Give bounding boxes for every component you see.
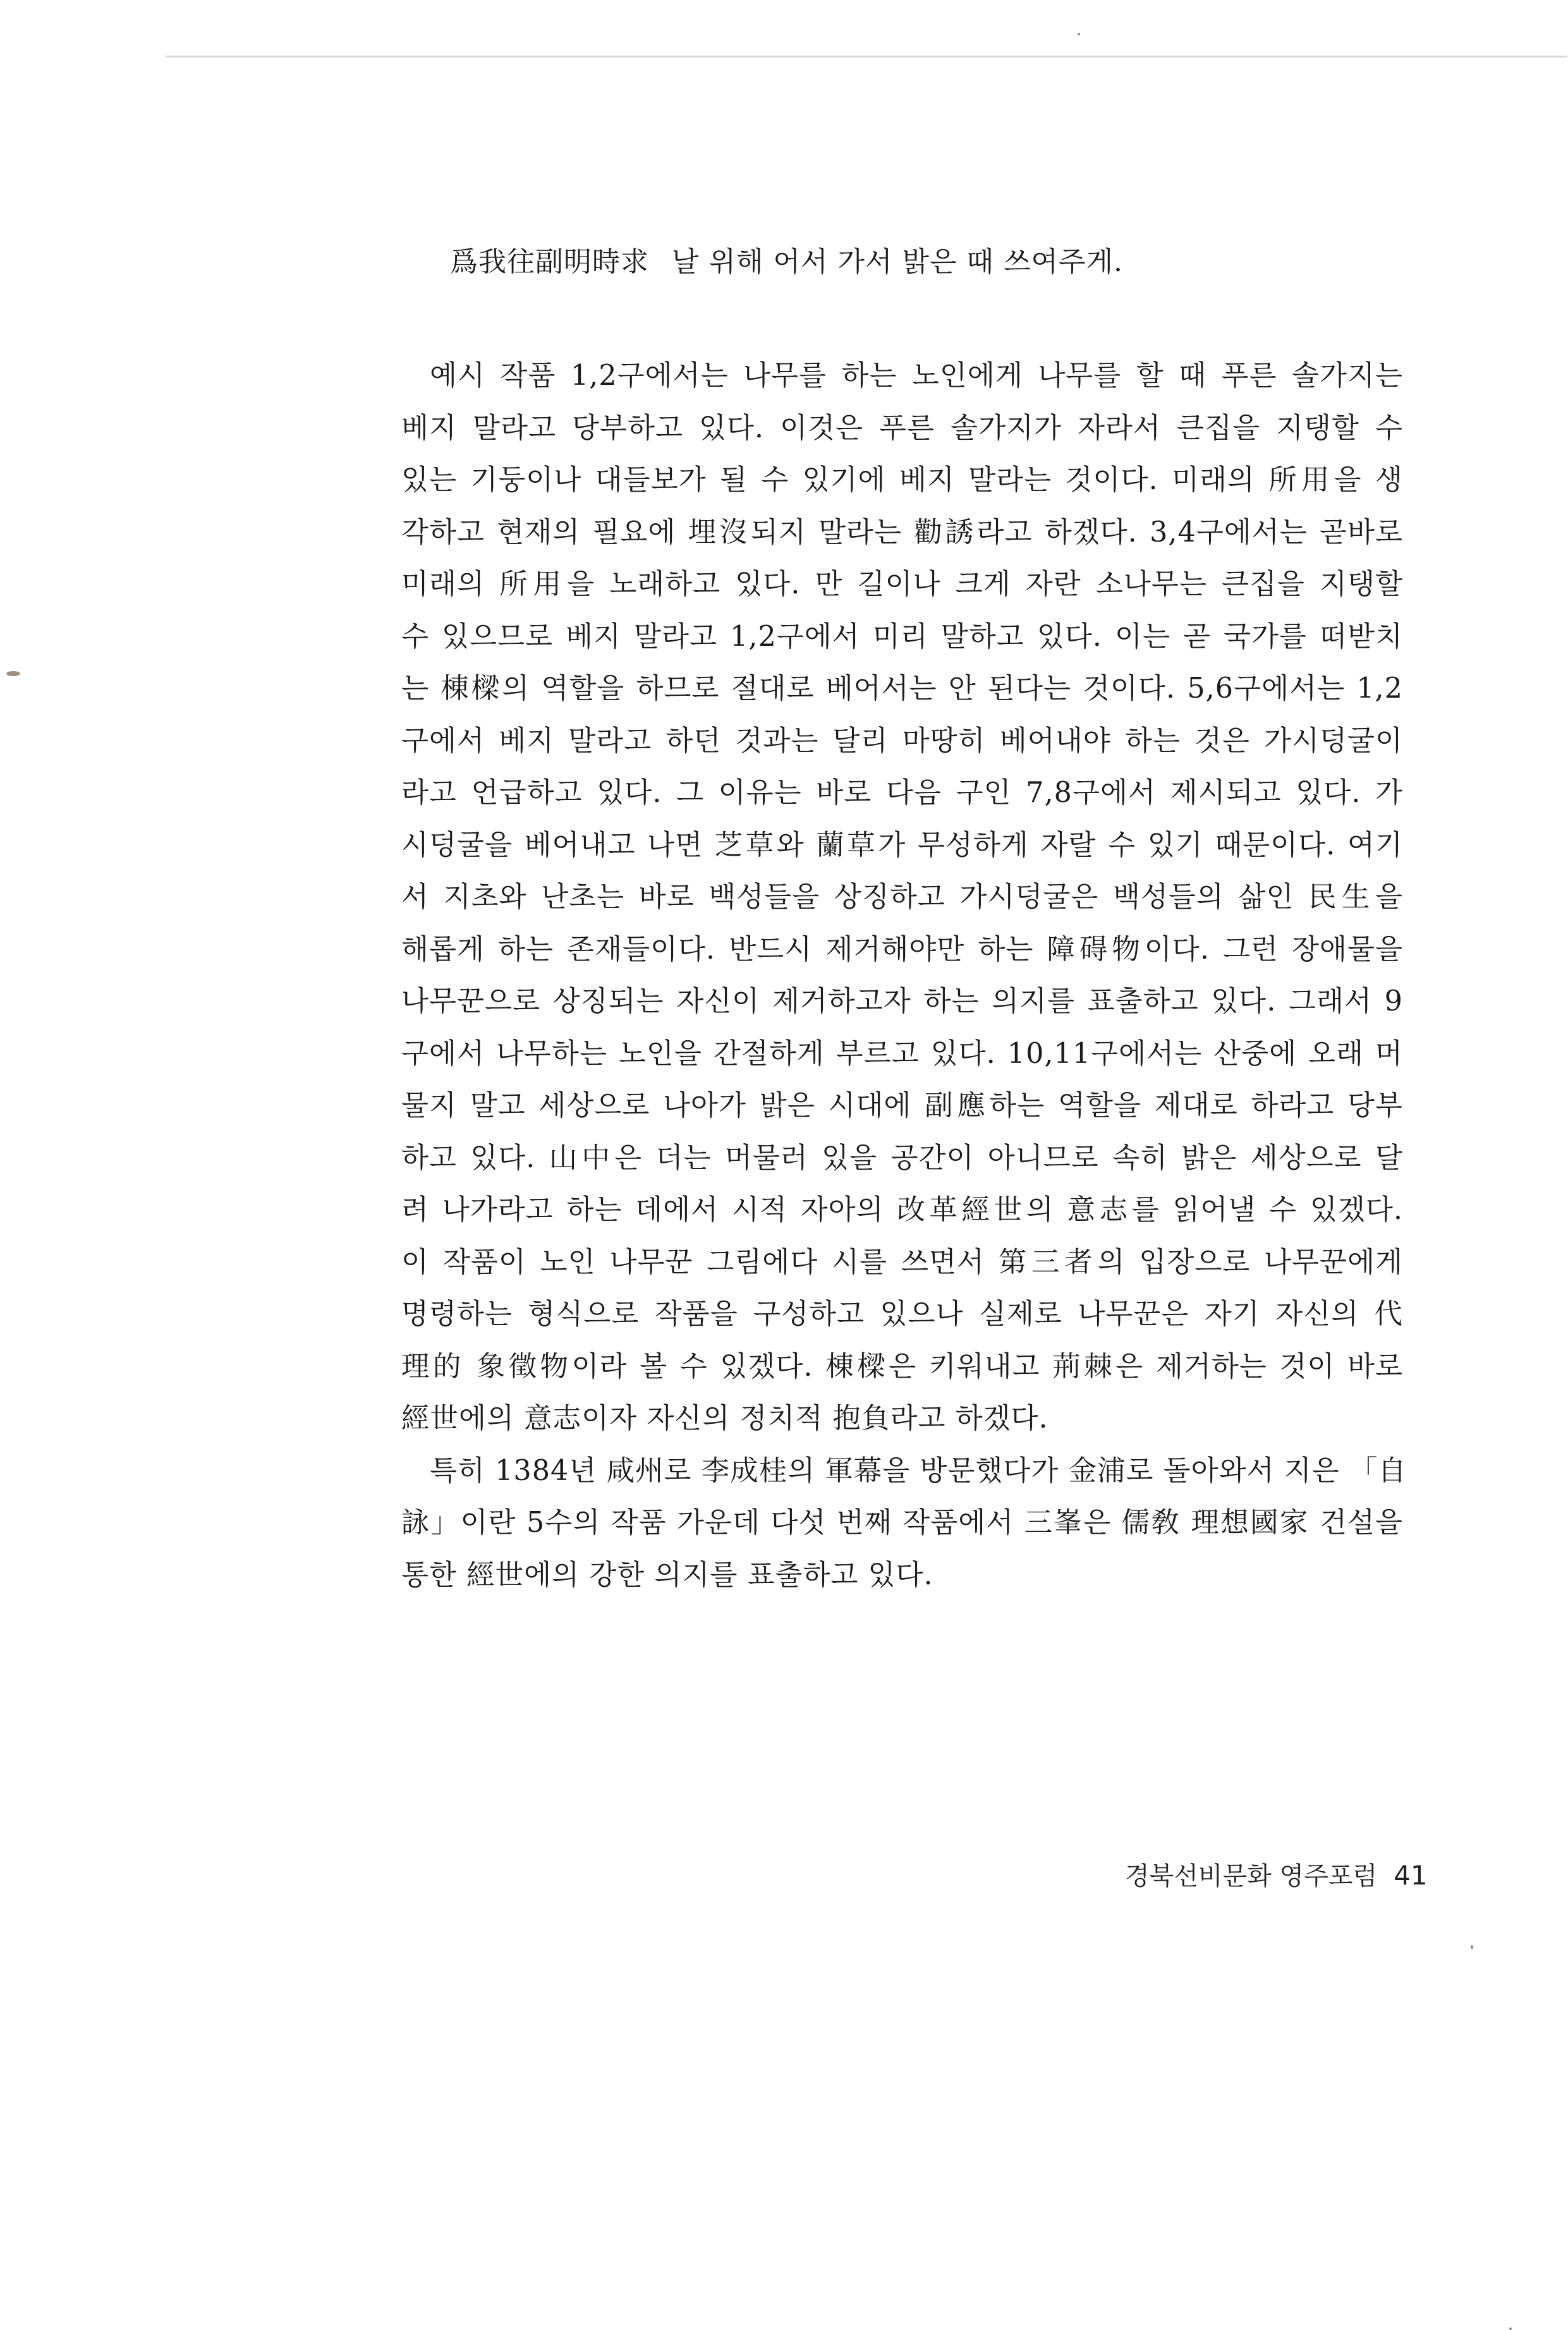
text-line: 특히 1384년 咸州로 李成桂의 軍幕을 방문했다가 金浦로 돌아와서 지은 「自 — [430, 1454, 1407, 1487]
scan-speck — [6, 671, 20, 676]
text-line: 해롭게 하는 존재들이다. 반드시 제거해야만 하는 障碍物이다. 그런 장애물을 — [401, 933, 1403, 966]
text-line: 각하고 현재의 필요에 埋沒되지 말라는 勸誘라고 하겠다. 3,4구에서는 곧바로 — [401, 516, 1403, 549]
scan-speck — [1078, 33, 1080, 35]
scan-speck — [1471, 1945, 1473, 1949]
text-line: 미래의 所用을 노래하고 있다. 만 길이나 크게 자란 소나무는 큰집을 지탱할 — [401, 568, 1403, 600]
text-line: 는 棟樑의 역할을 하므로 절대로 베어서는 안 된다는 것이다. 5,6구에서는 1,2 — [401, 672, 1403, 705]
text-line: 구에서 베지 말라고 하던 것과는 달리 마땅히 베어내야 하는 것은 가시덩굴이 — [401, 724, 1403, 757]
text-line: 있는 기둥이나 대들보가 될 수 있기에 베지 말라는 것이다. 미래의 所用을 생 — [401, 464, 1403, 496]
text-line: 구에서 나무하는 노인을 간절하게 부르고 있다. 10,11구에서는 산중에 오래 머 — [401, 1037, 1403, 1070]
verse-line — [450, 243, 1123, 281]
top-rule — [166, 56, 1567, 58]
text-line: 예시 작품 1,2구에서는 나무를 하는 노인에게 나무를 할 때 푸른 솔가지는 — [430, 360, 1403, 392]
text-line: 물지 말고 세상으로 나아가 밝은 시대에 副應하는 역할을 제대로 하라고 당부 — [401, 1089, 1403, 1122]
text-line: 통한 經世에의 강한 의지를 표출하고 있다. — [401, 1558, 933, 1591]
paragraph — [373, 1445, 1407, 1602]
paragraph — [373, 350, 1403, 1445]
text-line: 라고 언급하고 있다. 그 이유는 바로 다음 구인 7,8구에서 제시되고 있다. 가 — [401, 777, 1403, 809]
scan-speck — [1509, 2327, 1512, 2330]
text-line: 수 있으므로 베지 말라고 1,2구에서 미리 말하고 있다. 이는 곧 국가를 떠받치 — [401, 620, 1403, 653]
text-line: 詠」이란 5수의 작품 가운데 다섯 번째 작품에서 三峯은 儒敎 理想國家 건설을 — [401, 1507, 1403, 1539]
text-line: 하고 있다. 山中은 더는 머물러 있을 공간이 아니므로 속히 밝은 세상으로 달 — [401, 1141, 1403, 1174]
page-number: 41 — [1394, 1860, 1428, 1891]
body-text — [373, 350, 1407, 1601]
text-line: 經世에의 意志이자 자신의 정치적 抱負라고 하겠다. — [401, 1402, 1048, 1435]
text-line: 서 지초와 난초는 바로 백성들을 상징하고 가시덩굴은 백성들의 삶인 民生을 — [401, 881, 1403, 913]
page-footer — [1125, 1858, 1428, 1894]
verse-chinese: 爲我往副明時求 — [450, 246, 649, 278]
text-line: 명령하는 형식으로 작품을 구성하고 있으나 실제로 나무꾼은 자기 자신의 代 — [401, 1298, 1403, 1330]
text-line: 理的 象徵物이라 볼 수 있겠다. 棟樑은 키워내고 荊棘은 제거하는 것이 바로 — [401, 1350, 1404, 1383]
text-line: 려 나가라고 하는 데에서 시적 자아의 改革經世의 意志를 읽어낼 수 있겠다. — [401, 1194, 1403, 1226]
text-line: 이 작품이 노인 나무꾼 그림에다 시를 쓰면서 第三者의 입장으로 나무꾼에게 — [401, 1246, 1403, 1278]
text-line: 시덩굴을 베어내고 나면 芝草와 蘭草가 무성하게 자랄 수 있기 때문이다. 여기 — [401, 828, 1403, 861]
verse-korean: 날 위해 어서 가서 밝은 때 쓰여주게. — [672, 246, 1123, 278]
text-line: 베지 말라고 당부하고 있다. 이것은 푸른 솔가지가 자라서 큰집을 지탱할 수 — [401, 411, 1403, 444]
publication-title: 경북선비문화 영주포럼 — [1125, 1862, 1378, 1891]
text-line: 나무꾼으로 상징되는 자신이 제거하고자 하는 의지를 표출하고 있다. 그래서 9 — [401, 985, 1403, 1017]
